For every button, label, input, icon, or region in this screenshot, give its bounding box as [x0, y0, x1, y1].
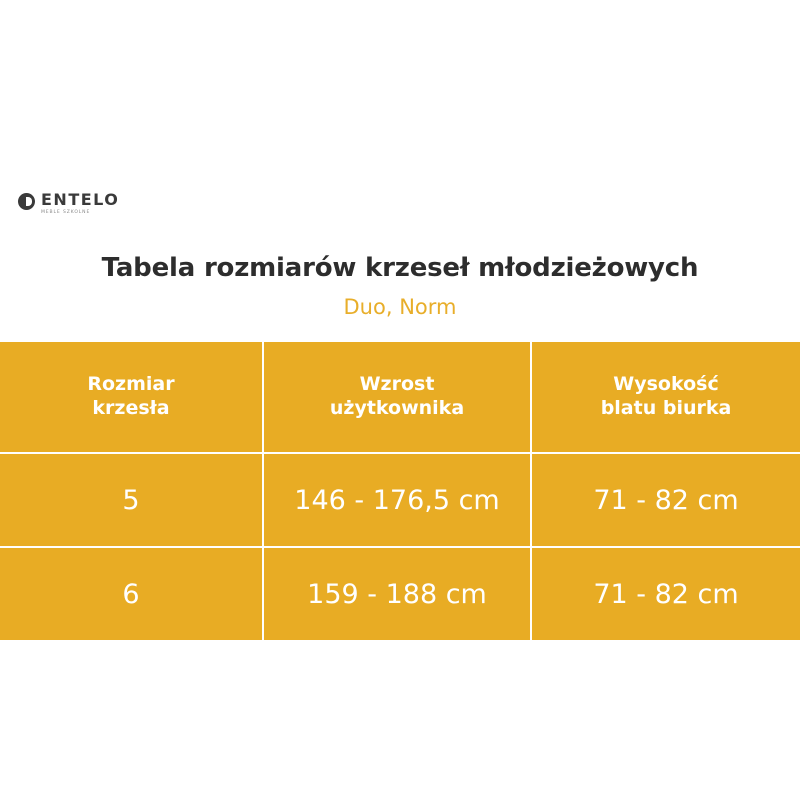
- column-header-size-line1: Rozmiar: [87, 373, 175, 396]
- column-header-user-height-line2: użytkownika: [329, 397, 465, 419]
- cell-desk-height: 71 - 82 cm: [530, 548, 800, 640]
- page-title: Tabela rozmiarów krzeseł młodzieżowych: [101, 253, 699, 283]
- cell-desk-height: 71 - 82 cm: [530, 454, 800, 546]
- column-header-size-line2: krzesła: [92, 397, 170, 419]
- brand-name: ENTELO: [41, 190, 120, 209]
- brand-logo: [18, 192, 119, 216]
- size-table: [0, 342, 800, 640]
- table-row: [0, 452, 800, 546]
- column-header-size: [0, 342, 262, 452]
- column-header-desk-height: [530, 342, 800, 452]
- table-header-row: [0, 342, 800, 452]
- chart-header: [0, 170, 800, 342]
- page-subtitle: Duo, Norm: [343, 295, 457, 319]
- table-row: [0, 546, 800, 640]
- cell-user-height: 146 - 176,5 cm: [262, 454, 530, 546]
- column-header-user-height-line1: Wzrost: [359, 373, 435, 396]
- column-header-desk-height-line2: blatu biurka: [600, 397, 732, 419]
- cell-size: 6: [122, 578, 140, 610]
- brand-logo-text: [41, 192, 119, 216]
- column-header-desk-height-line1: Wysokość: [613, 373, 719, 396]
- column-header-user-height: [262, 342, 530, 452]
- brand-tagline: MEBLE SZKOLNE: [41, 210, 91, 215]
- cell-size: 5: [122, 484, 140, 516]
- cell-user-height: 159 - 188 cm: [262, 548, 530, 640]
- entelo-logo-icon: [18, 193, 35, 210]
